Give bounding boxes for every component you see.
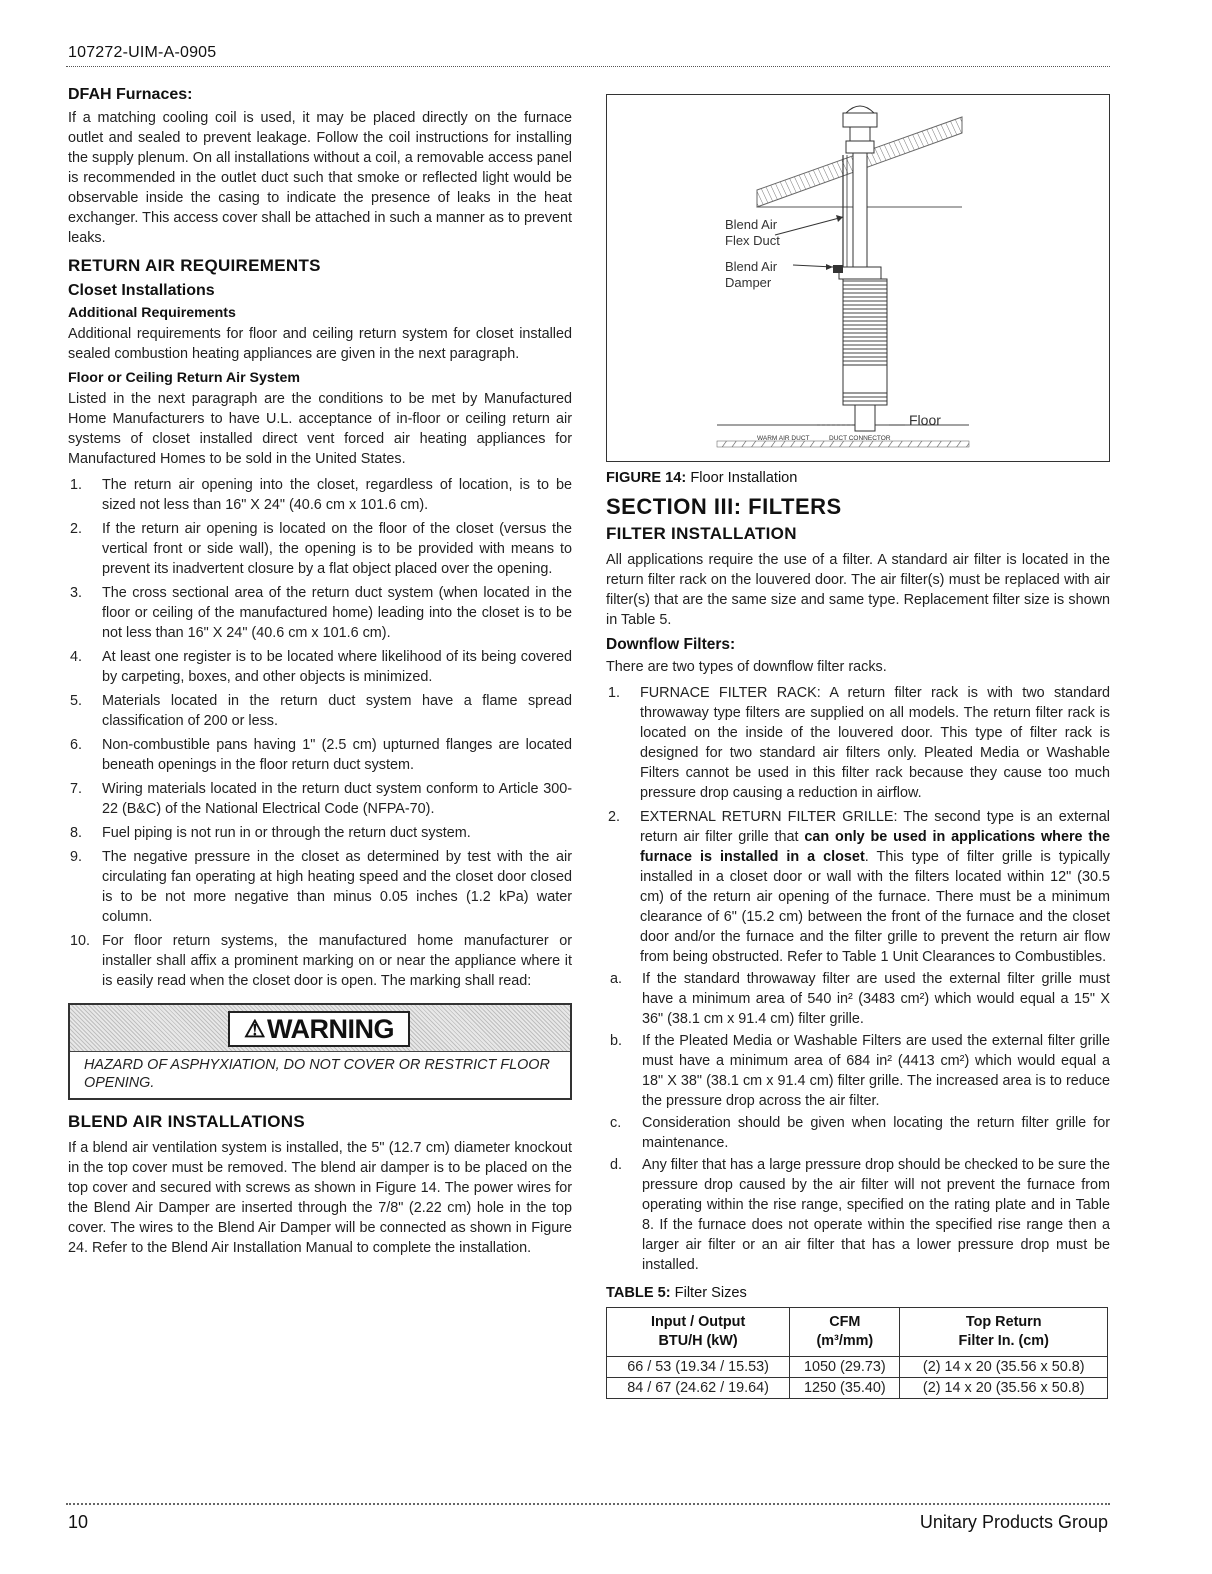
vent-collar	[850, 127, 870, 141]
list-item	[606, 1031, 1110, 1111]
item-number: 5.	[70, 693, 83, 709]
warning-box	[68, 1003, 572, 1100]
right-column	[606, 80, 1110, 1399]
list-item	[68, 823, 572, 843]
floor-installation-diagram	[607, 95, 1107, 458]
section-title: SECTION III: FILTERS	[606, 494, 842, 519]
item-text: FURNACE FILTER RACK: A return filter rack is with two standard throwaway type filters are supplied on all models. The return filter rack is located on the inside of the louvered door. This type of filter rack is designed for two standard air filters only. Pleated Media or Washable Filters cannot be used in this filter rack because they cause too much pressure drop causing a reduction in airflow.	[640, 685, 1110, 801]
table-row	[607, 1357, 1108, 1378]
return-air-heading: RETURN AIR REQUIREMENTS	[68, 256, 321, 275]
figure-14	[606, 94, 1110, 462]
item-letter: a.	[610, 971, 623, 987]
figure-title: Floor Installation	[690, 470, 798, 486]
item-text: At least one register is to be located where likelihood of its being covered by carpeting, boxes, and other objects is minimized.	[102, 649, 572, 685]
filter-installation-text: All applications require the use of a filter. A standard air filter is located in the return filter rack on the louvered door. The air filter(s) must be replaced with air filter(s) that are the same size and same type. Replacement filter size is shown in Table 5.	[606, 552, 1110, 628]
downflow-intro: There are two types of downflow filter racks.	[606, 659, 887, 675]
furnace-cabinet	[843, 365, 887, 393]
list-item	[606, 807, 1110, 1275]
sub-list	[606, 969, 1110, 1275]
header-line: (m³/mm)	[816, 1333, 874, 1349]
item-number: 2.	[608, 809, 621, 825]
item-text: Materials located in the return duct system have a flame spread classification of 200 or less.	[102, 693, 572, 729]
label-damper-2: Damper	[725, 275, 772, 290]
column-header	[790, 1308, 900, 1357]
item-text: Consideration should be given when locating the return filter grille for maintenance.	[642, 1115, 1110, 1151]
vent-cap	[843, 113, 877, 127]
blend-air-heading: BLEND AIR INSTALLATIONS	[68, 1112, 306, 1131]
filter-types-list	[606, 683, 1110, 1275]
item-text: Fuel piping is not run in or through the return duct system.	[102, 825, 471, 841]
filter-installation-heading: FILTER INSTALLATION	[606, 524, 797, 543]
table-cell: 66 / 53 (19.34 / 15.53)	[607, 1357, 790, 1378]
item-text-emphasis: can only be used in applications where the furnace is installed in a closet	[640, 829, 1110, 865]
list-item	[606, 1113, 1110, 1153]
company-name: Unitary Products Group	[919, 1512, 1108, 1532]
header-line: Top Return	[965, 1314, 1042, 1330]
page-number: 10	[68, 1512, 89, 1532]
closet-heading: Closet Installations	[68, 282, 215, 299]
item-text: The cross sectional area of the return duct system (when located in the floor or ceiling of the manufactured home) leading into the closet is to be not less than 16" X 24" (40.6 cm x 101.6 cm).	[102, 585, 572, 641]
item-number: 4.	[70, 649, 83, 665]
header-line: CFM	[829, 1314, 861, 1330]
list-item	[68, 583, 572, 643]
label-duct-connector: DUCT CONNECTOR	[829, 435, 891, 442]
list-item	[606, 1155, 1110, 1275]
additional-heading: Additional Requirements	[68, 305, 236, 321]
item-number: 6.	[70, 737, 83, 753]
table-cell: (2) 14 x 20 (35.56 x 50.8)	[900, 1378, 1108, 1399]
figure-number: FIGURE 14:	[606, 470, 687, 486]
label-floor: Floor	[909, 412, 941, 428]
item-number: 9.	[70, 849, 83, 865]
table-cell: 1250 (35.40)	[790, 1378, 900, 1399]
table-title: Filter Sizes	[674, 1285, 747, 1301]
label-warm-air-duct: WARM AIR DUCT	[757, 435, 810, 442]
item-text: The negative pressure in the closet as determined by test with the air circulating fan operating at high heating speed and the closet door closed is to be not more negative than minus 0.05 inches (1.2 kPa) water column.	[102, 849, 572, 925]
item-letter: b.	[610, 1033, 623, 1049]
item-number: 1.	[70, 477, 83, 493]
item-text: Any filter that has a large pressure drop should be checked to be sure the pressure drop caused by the air filter will not prevent the furnace from operating within the rise range, specified on the rating plate and in Table 8. If the furnace does not operate within the specified rise range then a larger air filter or an air filter that has a lower pressure drop must be installed.	[642, 1157, 1110, 1273]
list-item	[68, 847, 572, 927]
vent-flashing	[846, 141, 874, 153]
table-cell: (2) 14 x 20 (35.56 x 50.8)	[900, 1357, 1108, 1378]
dfah-heading: DFAH Furnaces:	[68, 86, 193, 103]
column-header	[607, 1308, 790, 1357]
header-line: Input / Output	[650, 1314, 746, 1330]
left-column	[68, 80, 572, 1264]
item-letter: c.	[610, 1115, 622, 1131]
warning-text: HAZARD OF ASPHYXIATION, DO NOT COVER OR RESTRICT FLOOR OPENING.	[84, 1057, 550, 1091]
furnace-top	[839, 267, 881, 279]
table-header-row	[607, 1308, 1108, 1357]
item-number: 8.	[70, 825, 83, 841]
item-text: For floor return systems, the manufactured home manufacturer or installer shall affix a prominent marking on or near the appliance where it is easily read when the closet door is open. The marking shall read:	[102, 933, 572, 989]
table-caption	[606, 1285, 1110, 1301]
item-number: 10.	[70, 933, 91, 949]
item-text-post: . This type of filter grille is typically installed in a closet door or wall with the filters located within 12" (30.5 cm) of the return air opening of the furnace. There must be a minimum clearance of 6" (15.2 cm) between the front of the furnace and the closet door and/or the furnace and the filter grille to prevent the return air flow from being obstructed. Refer to Table 1 Unit Clearances to Combustibles.	[640, 849, 1110, 965]
table-cell: 84 / 67 (24.62 / 19.64)	[607, 1378, 790, 1399]
warning-label	[228, 1011, 410, 1047]
list-item	[68, 519, 572, 579]
document-id: 107272-UIM-A-0905	[68, 44, 217, 61]
figure-caption	[606, 470, 1110, 486]
duct-connector	[855, 405, 875, 431]
list-item	[68, 647, 572, 687]
item-text: If the return air opening is located on the floor of the closet (versus the vertical front or side wall), the opening is to be provided with means to prevent its inadvertent closure by a flat object placed over the opening.	[102, 521, 572, 577]
header-rule	[66, 66, 1110, 67]
column-header	[900, 1308, 1108, 1357]
item-number: 1.	[608, 685, 621, 701]
list-item	[68, 691, 572, 731]
blend-air-text: If a blend air ventilation system is installed, the 5" (12.7 cm) diameter knockout in the top cover must be removed. The blend air damper is to be placed on the top cover and secured with screws as shown in Figure 14. The power wires for the Blend Air Damper are inserted through the 7/8" (2.22 cm) hole in the top cover. The wires to the Blend Air Damper will be connected as shown in Figure 24. Refer to the Blend Air Installation Manual to complete the installation.	[68, 1140, 572, 1256]
item-number: 2.	[70, 521, 83, 537]
header-line: Filter In. (cm)	[958, 1333, 1049, 1349]
additional-text: Additional requirements for floor and ceiling return system for closet installed sealed combustion heating appliances are given in the next paragraph.	[68, 326, 572, 362]
item-text: If the standard throwaway filter are used the external filter grille must have a minimum area of 540 in² (3483 cm²) which would equal a 15" X 36" (38.1 cm x 91.4 cm) filter grille.	[642, 971, 1110, 1027]
floor-ceiling-text: Listed in the next paragraph are the conditions to be met by Manufactured Home Manufacturers to have U.L. acceptance of in-floor or ceiling return air systems of closet installed direct vent forced air heating appliances for Manufactured Homes to be sold in the United States.	[68, 391, 572, 467]
list-item	[68, 779, 572, 819]
table-cell: 1050 (29.73)	[790, 1357, 900, 1378]
item-text: The return air opening into the closet, regardless of location, is to be sized not less than 16" X 24" (40.6 cm x 101.6 cm).	[102, 477, 572, 513]
item-text: Wiring materials located in the return duct system conform to Article 300-22 (B&C) of the National Electrical Code (NFPA-70).	[102, 781, 572, 817]
item-letter: d.	[610, 1157, 623, 1173]
list-item	[68, 475, 572, 515]
item-text-pre: EXTERNAL RETURN FILTER GRILLE: The second type is an external return air filter grille that	[640, 809, 1110, 845]
label-flex-2: Flex Duct	[725, 233, 780, 248]
table-row	[607, 1378, 1108, 1399]
warning-word: WARNING	[267, 1013, 394, 1044]
footer-rule	[66, 1503, 1110, 1505]
filter-sizes-table	[606, 1307, 1108, 1399]
label-flex-1: Blend Air	[725, 217, 778, 232]
warning-triangle-icon: ⚠	[243, 1015, 265, 1043]
header-line: BTU/H (kW)	[658, 1333, 738, 1349]
item-text: Non-combustible pans having 1" (2.5 cm) upturned flanges are located beneath openings in the floor return duct system.	[102, 737, 572, 773]
list-item	[606, 683, 1110, 803]
dfah-text: If a matching cooling coil is used, it may be placed directly on the furnace outlet and sealed to prevent leakage. Follow the coil instructions for installing the supply plenum. On all installations without a coil, a removable access panel is recommended in the outlet duct such that smoke or reflected light would be observable inside the casing to indicate the presence of leaks in the heat exchanger. This access cover shall be attached in such a manner as to prevent leaks.	[68, 110, 572, 246]
downflow-heading: Downflow Filters:	[606, 636, 736, 653]
warning-banner	[70, 1005, 570, 1052]
furnace-base	[843, 393, 887, 405]
item-text: If the Pleated Media or Washable Filters are used the external filter grille must have a minimum area of 684 in² (4413 cm²) which would equal a 18" X 38" (38.1 cm x 91.4 cm) filter grille. The increased area is to reduce the pressure drop across the air filter.	[642, 1033, 1110, 1109]
vent-pipe	[853, 153, 867, 268]
list-item	[68, 735, 572, 775]
floor-ceiling-heading: Floor or Ceiling Return Air System	[68, 370, 301, 386]
damper-icon	[833, 265, 843, 273]
vent-cap-top	[846, 106, 874, 113]
label-damper-1: Blend Air	[725, 259, 778, 274]
table-number: TABLE 5:	[606, 1285, 671, 1301]
item-number: 3.	[70, 585, 83, 601]
furnace-louvers	[843, 279, 887, 365]
list-item	[68, 931, 572, 991]
item-number: 7.	[70, 781, 83, 797]
conditions-list	[68, 475, 572, 991]
list-item	[606, 969, 1110, 1029]
